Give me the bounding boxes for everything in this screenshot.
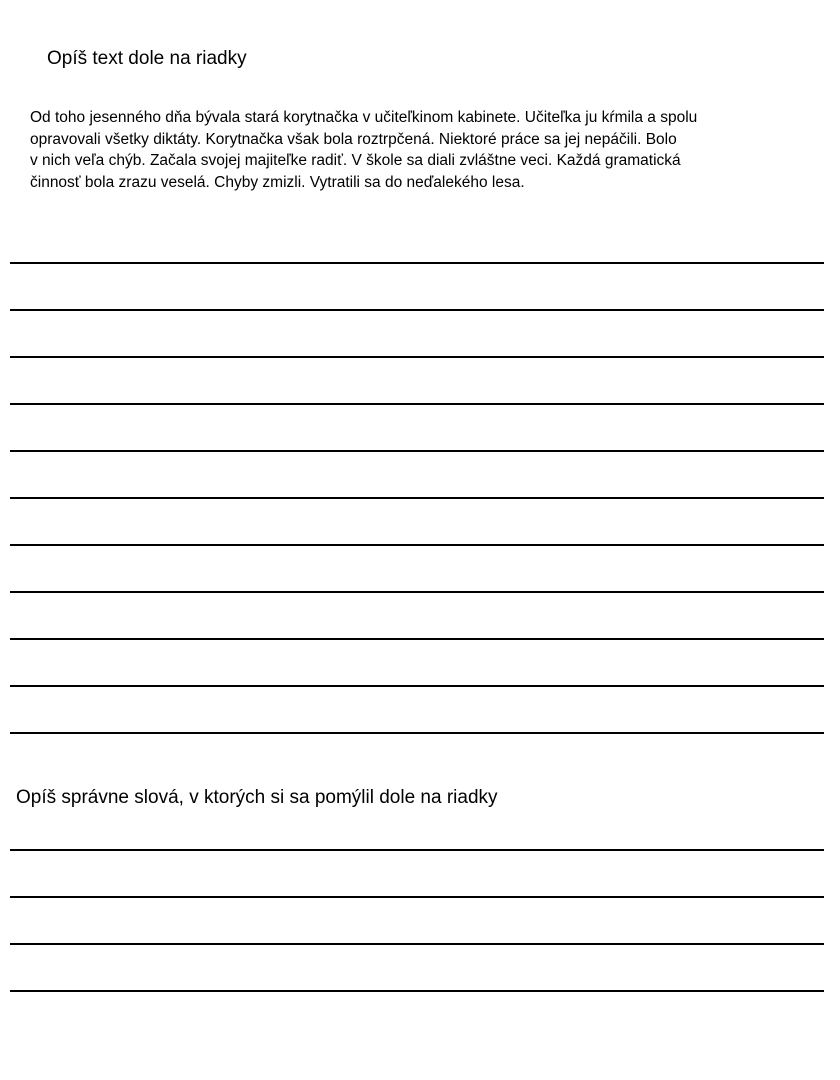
writing-line <box>10 309 824 311</box>
writing-line <box>10 591 824 593</box>
writing-line <box>10 685 824 687</box>
correction-writing-line <box>10 943 824 945</box>
passage-line: v nich veľa chýb. Začala svojej majiteľke radiť. V škole sa diali zvláštne veci. Každá gramatická <box>30 152 681 169</box>
passage-line: činnosť bola zrazu veselá. Chyby zmizli. Vytratili sa do neďalekého lesa. <box>30 173 525 191</box>
passage-line: opravovali všetky diktáty. Korytnačka však bola roztrpčená. Niektoré práce sa jej nepáčili. Bolo <box>30 130 677 148</box>
correction-writing-line <box>10 896 824 898</box>
writing-line <box>10 450 824 452</box>
writing-line <box>10 356 824 358</box>
correction-writing-line <box>10 849 824 851</box>
writing-line <box>10 262 824 264</box>
correction-writing-line <box>10 990 824 992</box>
writing-line <box>10 732 824 734</box>
copy-instruction-heading: Opíš text dole na riadky <box>47 48 247 69</box>
passage-text <box>30 107 820 193</box>
writing-line <box>10 544 824 546</box>
passage-line: Od toho jesenného dňa bývala stará korytnačka v učiteľkinom kabinete. Učiteľka ju kŕmila a spolu <box>30 109 698 126</box>
correction-instruction-heading: Opíš správne slová, v ktorých si sa pomýlil dole na riadky <box>16 787 498 808</box>
writing-line <box>10 638 824 640</box>
writing-line <box>10 497 824 499</box>
writing-line <box>10 403 824 405</box>
